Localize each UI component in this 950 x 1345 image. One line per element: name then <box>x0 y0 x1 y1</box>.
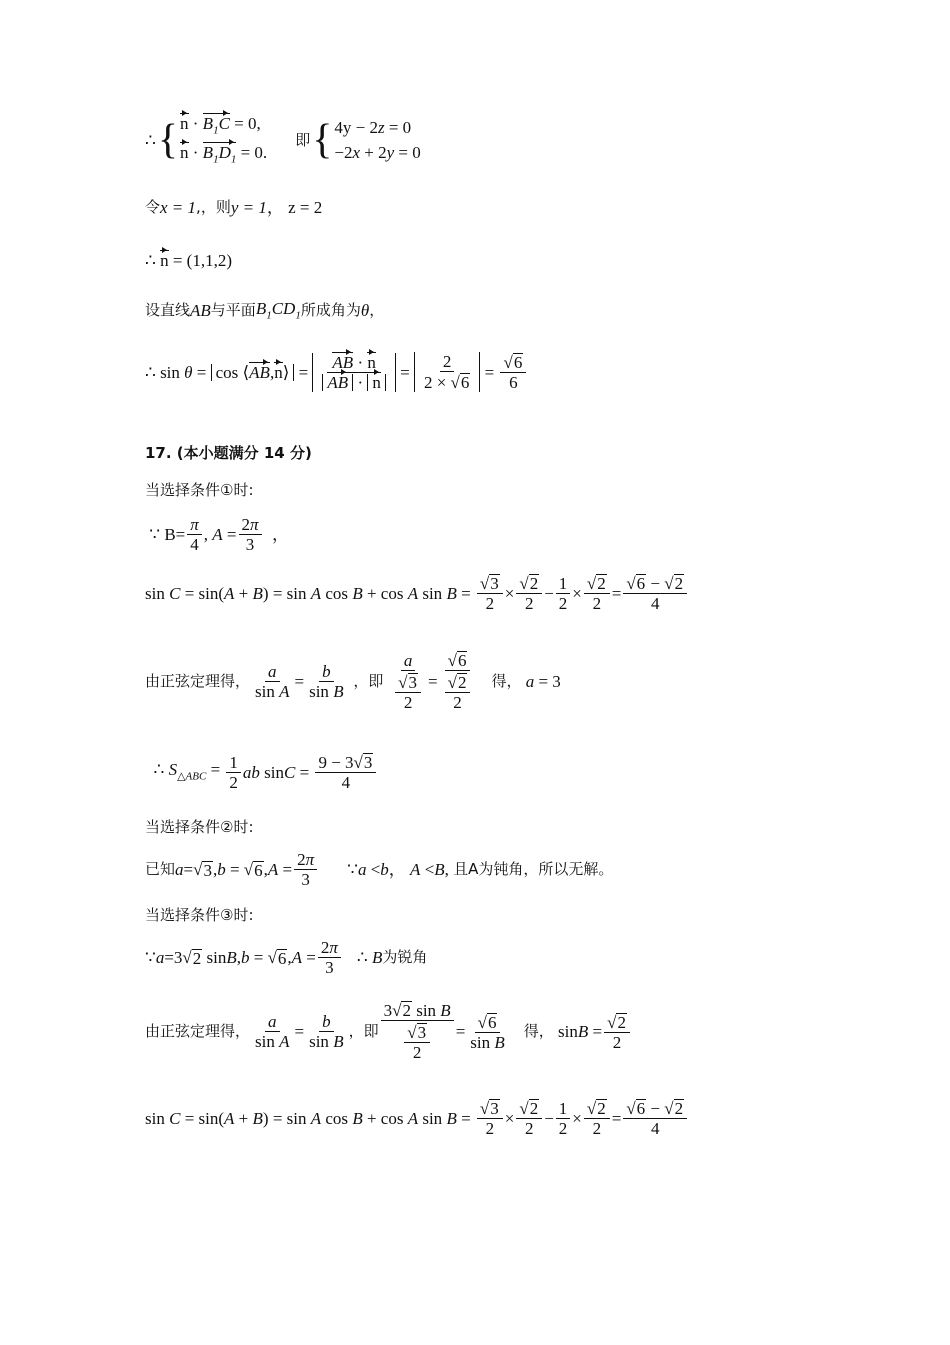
condition-1-heading: 当选择条件①时: <box>145 481 254 499</box>
line-4-angle-definition: 设直线 AB 与平面 $B_1CD_1$ 所成角为 θ ， <box>145 299 385 322</box>
line-11-area: ∴ $S_{\triangle ABC}$ = $\frac{1}{2}$ ab sin C = 9 − 3√ 3 4 <box>145 752 378 792</box>
line-8-given-angles: ∵ B= $\frac{\pi}{4}$ , A = $\frac{2\pi}{3}$ ， <box>145 515 290 554</box>
line-16-sine-rule-3: 由正弦定理得， $\frac{a}{\text{sin A}}$ = $\frac{b}{\text{sin B}}$ ，即 3√ 2 sin B √ 3 2 = √ 6 sin B 得， sin B = √ 2 2 <box>145 1000 632 1063</box>
line-13-condition-2: 已知 a =√ 3 , b = √ 6 , A = $\frac{2\pi}{3}$ ∵ a < b ， A < B , 且A为钝角，所以无解。 <box>145 850 614 889</box>
line-15-condition-3: ∵ a =3√ 2 sin B , b = √ 6 , A = $\frac{2\pi}{3}$ ∴ B 为锐角 <box>145 938 428 977</box>
line-5-sin-theta: ∴ sin θ = cos ⟨ AB , n ⟩ = AB · n AB · n = 2 2 × √ 6 = √ 6 6 <box>145 352 528 392</box>
condition-2-heading: 当选择条件②时: <box>145 818 254 836</box>
line-10-sine-rule-1: 由正弦定理得， $\frac{a}{\text{sin A}}$ = $\frac{b}{\text{sin B}}$ ，即 a √ 3 2 = √ 6 √ 2 2 得， a = 3 <box>145 650 561 712</box>
line-17-sin-c-3: sin C = sin(A + B) = sin A cos B + cos A sin B = √ 3 2 × √ 2 2 − $\frac{1}{2}$ × √ 2 2 = √ 6 − √ 2 4 <box>145 1098 689 1138</box>
condition-3-heading: 当选择条件③时: <box>145 906 254 924</box>
problem-17-heading: 17. (本小题满分 14 分) <box>145 444 312 462</box>
line-1-normal-vector-system: ∴ { $n \cdot B_1C = 0$, $n \cdot B_1D_1 = 0$. 即 { 4y − 2z = 0 −2x + 2y = 0 <box>145 114 421 166</box>
line-3-normal-vector: ∴ n = (1,1,2) <box>145 251 232 270</box>
line-2-let-x: 令 x = 1 ,，则 y = 1 ， z = 2 <box>145 198 323 217</box>
line-9-sin-c-1: sin C = sin(A + B) = sin A cos B + cos A sin B = √ 3 2 × √ 2 2 − $\frac{1}{2}$ × √ 2 2 = √ 6 − √ 2 4 <box>145 573 689 613</box>
